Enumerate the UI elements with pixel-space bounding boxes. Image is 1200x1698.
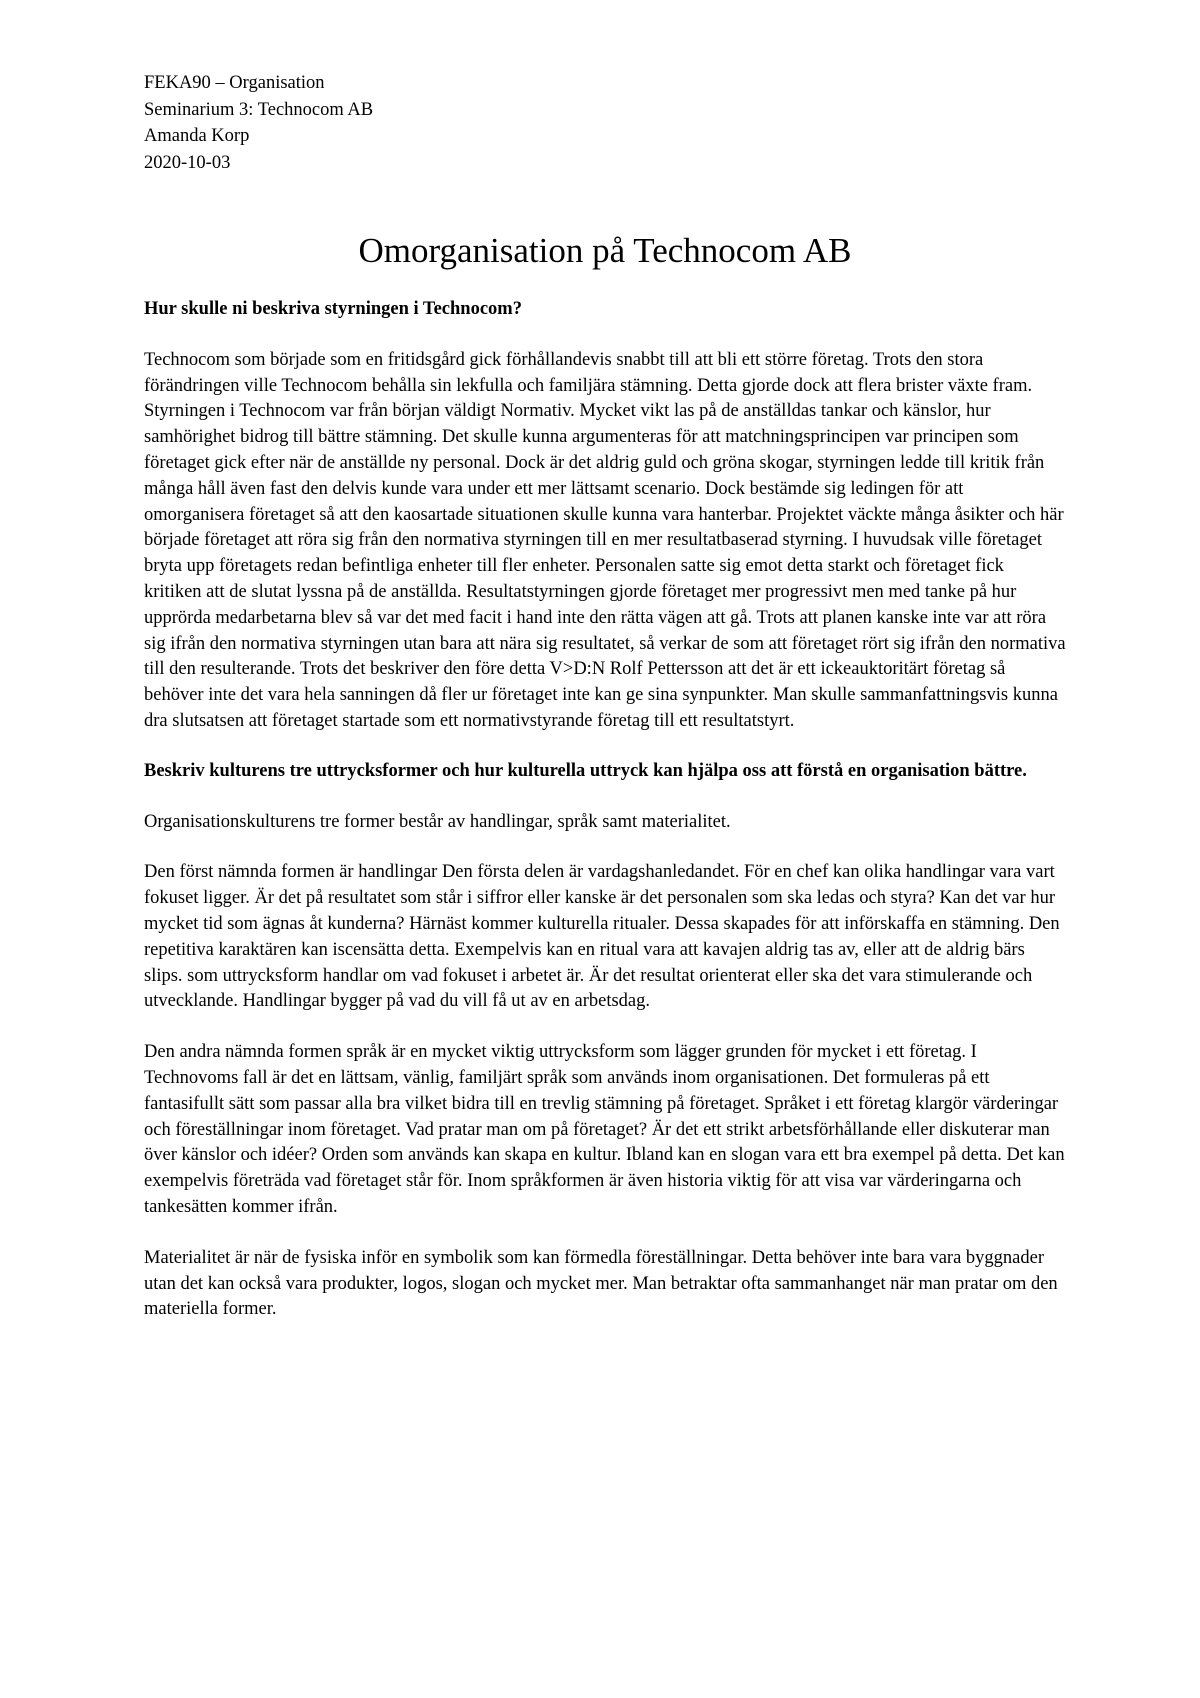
author-line: Amanda Korp [144,126,250,146]
page-title: Omorganisation på Technocom AB [358,231,852,270]
section-1-paragraph-1: Technocom som började som en fritidsgård gick förhållandevis snabbt till att bli ett större företag. Trots den stora förändringen ville Technocom behålla sin lekfulla och familjära stämning. Detta gjorde dock att flera brister växte fram. Styrningen i Technocom var från början väldigt Normativ. Mycket vikt las på de anställdas tankar och känslor, hur samhörighet bidrog till bättre stämning. Det skulle kunna argumenteras för att matchningsprincipen var principen som företaget gick efter när de anställde ny personal. Dock är det aldrig guld och gröna skogar, styrningen ledde till kritik från många håll även fast den delvis kunde vara under ett mer lättsamt scenario. Dock bestämde sig ledingen för att omorganisera företaget så att den kaosartade situationen skulle kunna vara hanterbar. Projektet väckte många åsikter och här började företaget att röra sig från den normativa styrningen till en mer resultatbaserad styrning. I huvudsak ville företaget bryta upp företagets redan befintliga enheter till fler enheter. Personalen satte sig emot detta starkt och företaget fick kritiken att de slutat lyssna på de anställda. Resultatstyrningen gjorde företaget mer progressivt men med tanke på hur upprörda medarbetarna blev så var det med facit i hand inte den rätta vägen att gå. Trots att planen kanske inte var att röra sig ifrån den normativa styrningen utan bara att nära sig resultatet, så verkar de som att företaget rört sig ifrån den normativa till den resulterande. Trots det beskriver den före detta V>D:N Rolf Pettersson att det är ett ickeauktoritärt företag så behöver inte det vara hela sanningen då fler ur företaget inte kan ge sina synpunkter. Man skulle sammanfattningsvis kunna dra slutsatsen att företaget startade som ett normativstyrande företag till ett resultatstyrt. [144,349,1066,731]
section-2-question: Beskriv kulturens tre uttrycksformer och hur kulturella uttryck kan hjälpa oss att förstå en organisation bättre. [144,760,1027,781]
seminar-line: Seminarium 3: Technocom AB [144,99,374,120]
document-header [144,70,1066,176]
section-2-paragraph-2: Den först nämnda formen är handlingar Den första delen är vardagshanledandet. För en chef kan olika handlingar vara vart fokuset ligger. Är det på resultatet som står i siffror eller kanske är det personalen som ska ledas och styra? Kan det var hur mycket tid som ägnas åt kunderna? Härnäst kommer kulturella ritualer. Dessa skapades för att införskaffa en stämning. Den repetitiva karaktären kan iscensätta detta. Exempelvis kan en ritual vara att kavajen aldrig tas av, eller att de aldrig bärs slips. som uttrycksform handlar om vad fokuset i arbetet är. Är det resultat orienterat eller ska det vara stimulerande och utvecklande. Handlingar bygger på vad du vill få ut av en arbetsdag. [144,862,1060,1012]
section-2-paragraph-1: Organisationskulturens tre former består av handlingar, språk samt materialitet. [144,811,731,832]
section-2-paragraph-3: Den andra nämnda formen språk är en mycket viktig uttrycksform som lägger grunden för mycket i ett företag. I Technovoms fall är det en lättsam, vänlig, familjärt språk som används inom organisationen. Det formuleras på ett fantasifullt sätt som passar alla bra vilket bidra till en trevlig stämning på företaget. Språket i ett företag klargör värderingar och föreställningar inom företaget. Vad pratar man om på företaget? Är det ett strikt arbetsförhållande eller diskuterar man över känslor och idéer? Orden som används kan skapa en kultur. Ibland kan en slogan vara ett bra exempel på detta. Det kan exempelvis företräda vad företaget står för. Inom språkformen är även historia viktig för att visa var värderingarna och tankesätten kommer ifrån. [144,1042,1065,1217]
section-2-paragraph-4: Materialitet är när de fysiska inför en symbolik som kan förmedla föreställningar. Detta behöver inte bara vara byggnader utan det kan också vara produkter, logos, slogan och mycket mer. Man betraktar ofta sammanhanget när man pratar om den materiella former. [144,1247,1058,1320]
document-page [144,70,1066,1323]
section-2 [144,759,1066,1323]
date-line: 2020-10-03 [144,152,231,173]
section-1 [144,297,1066,735]
section-1-question: Hur skulle ni beskriva styrningen i Technocom? [144,299,522,319]
course-line: FEKA90 – Organisation [144,73,325,93]
